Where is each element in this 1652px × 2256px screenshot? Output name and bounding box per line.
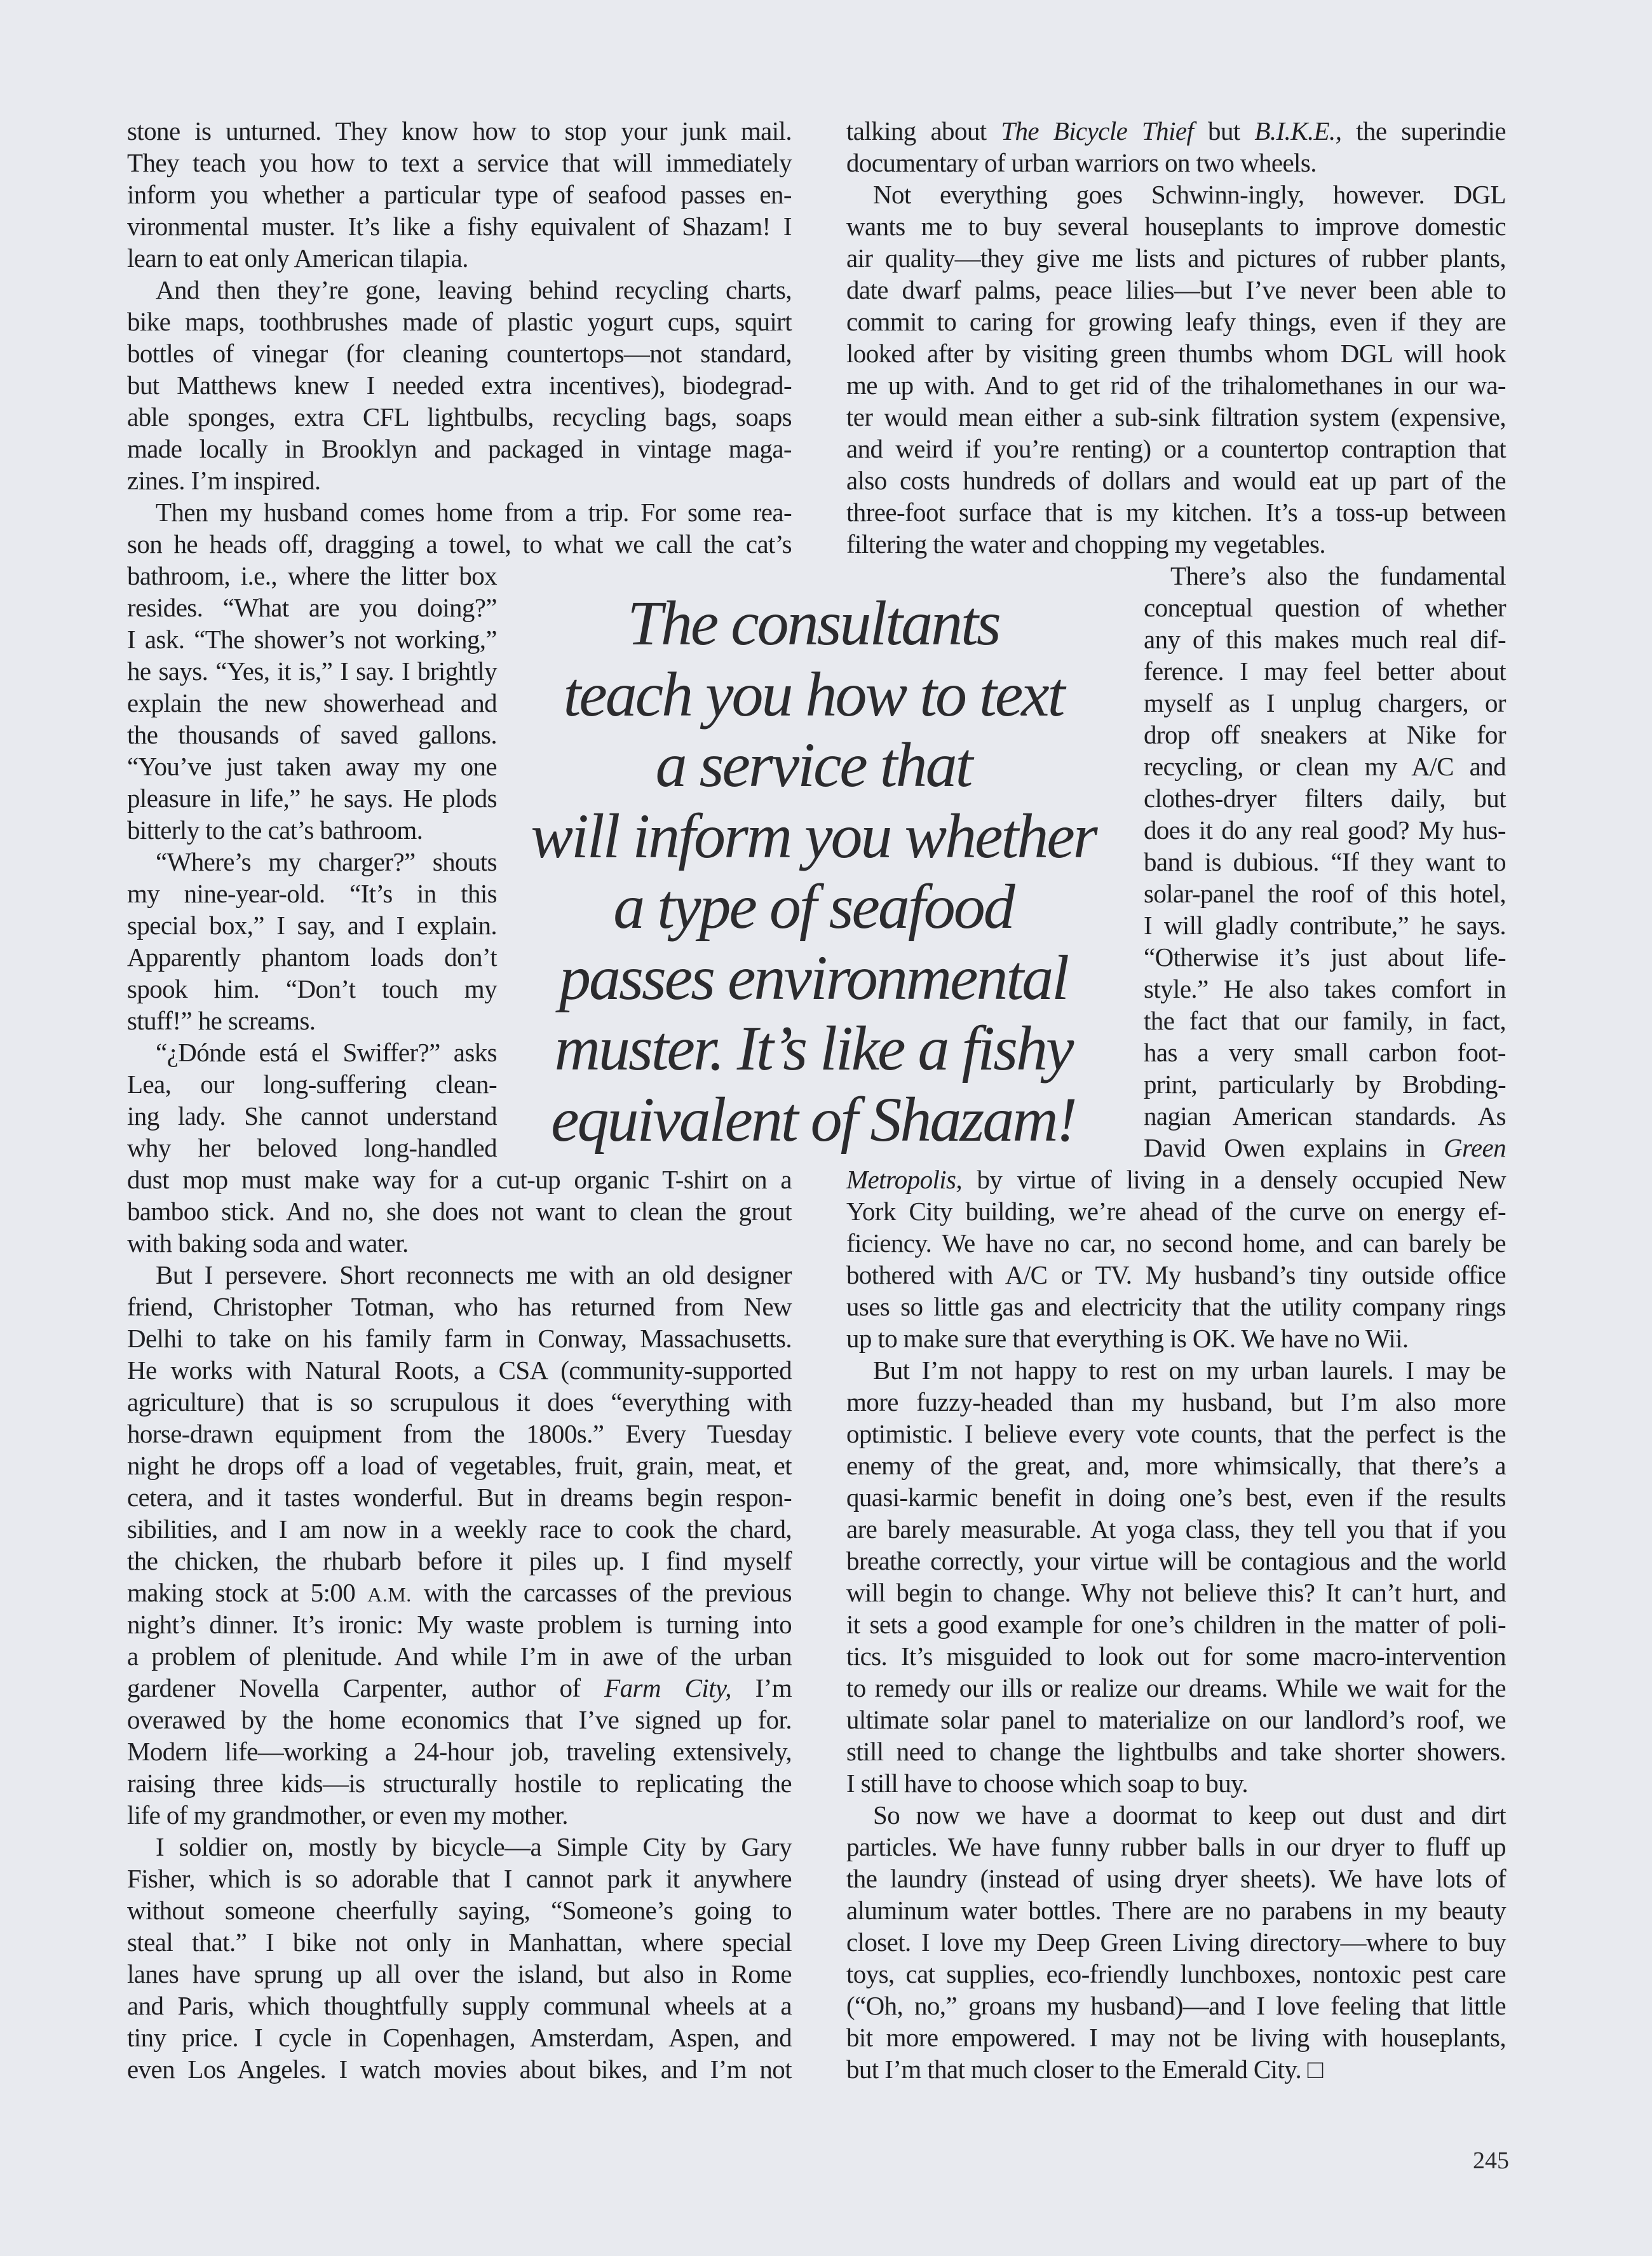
italic-text: The Bicycle Thief — [1001, 116, 1194, 146]
text-line: filtering the water and chopping my vegetables. — [846, 529, 1325, 559]
pull-quote-line: teach you how to text — [563, 658, 1064, 730]
text-line: (“Oh, no,” groans my husband)—and I love feeling that little — [846, 1991, 1506, 2020]
pull-quote-line: will inform you whether — [531, 800, 1096, 871]
italic-text: Metropolis, — [846, 1165, 963, 1194]
text-line: he says. “Yes, it is,” I say. I brightly — [127, 656, 497, 686]
text-line: York City building, we’re ahead of the curve on energy ef- — [846, 1197, 1506, 1226]
text-line: dust mop must make way for a cut-up organic T-shirt on a — [127, 1165, 792, 1194]
text-line: myself as I unplug chargers, or — [1144, 688, 1506, 717]
text-line: also costs hundreds of dollars and would eat up part of the — [846, 466, 1506, 495]
text-line: son he heads off, dragging a towel, to what we call the cat’s — [127, 529, 792, 559]
text-line — [846, 115, 1506, 147]
text-line: a problem of plenitude. And while I’m in awe of the urban — [127, 1641, 792, 1671]
text-line: “You’ve just taken away my one — [127, 752, 497, 781]
text-line: Then my husband comes home from a trip. For some rea- — [156, 498, 792, 527]
text-line: bathroom, i.e., where the litter box — [127, 561, 497, 590]
text-line: Lea, our long-suffering clean- — [127, 1070, 497, 1099]
text-line: “Where’s my charger?” shouts — [156, 847, 497, 876]
text-line: nagian American standards. As — [1144, 1101, 1506, 1131]
text-line: drop off sneakers at Nike for — [1144, 720, 1506, 749]
text-line: documentary of urban warriors on two wheels. — [846, 148, 1317, 177]
text-line: does it do any real good? My hus- — [1144, 815, 1506, 845]
text-line: any of this makes much real dif- — [1144, 625, 1506, 654]
text-line: So now we have a doormat to keep out dust and dirt — [873, 1800, 1506, 1830]
text-line: ultimate solar panel to materialize on our landlord’s roof, we — [846, 1705, 1506, 1734]
text-line: able sponges, extra CFL lightbulbs, recycling bags, soaps — [127, 402, 792, 431]
italic-text: B.I.K.E., — [1254, 116, 1342, 146]
text-line: commit to caring for growing leafy things, even if they are — [846, 307, 1506, 336]
pull-quote-line: equivalent of Shazam! — [551, 1084, 1076, 1155]
text-line: Not everything goes Schwinn-ingly, however. DGL — [873, 180, 1506, 209]
text-line: and Paris, which thoughtfully supply communal wheels at a — [127, 1991, 792, 2020]
text-line: raising three kids—is structurally hostile to replicating the — [127, 1769, 792, 1798]
text-line: date dwarf palms, peace lilies—but I’ve never been able to — [846, 275, 1506, 304]
text-line: my nine-year-old. “It’s in this — [127, 879, 497, 908]
text-line — [127, 1672, 792, 1704]
text-line: toys, cat supplies, eco-friendly lunchboxes, nontoxic pest care — [846, 1959, 1506, 1988]
text-line: band is dubious. “If they want to — [1144, 847, 1506, 876]
text-line — [1144, 1132, 1506, 1164]
text-line: with baking soda and water. — [127, 1228, 409, 1258]
text-line: the thousands of saved gallons. — [127, 720, 497, 749]
text-line: up to make sure that everything is OK. We have no Wii. — [846, 1324, 1409, 1353]
text-line: zines. I’m inspired. — [127, 466, 321, 495]
text-line: stuff!” he screams. — [127, 1006, 316, 1035]
italic-text: Farm City, — [604, 1673, 731, 1702]
text-span: the superindie — [1341, 116, 1506, 146]
text-line: will begin to change. Why not believe this? It can’t hurt, and — [846, 1578, 1506, 1607]
text-line: But I persevere. Short reconnects me with an old designer — [156, 1260, 792, 1289]
text-line: resides. “What are you doing?” — [127, 593, 497, 622]
text-line: still need to change the lightbulbs and take shorter showers. — [846, 1737, 1506, 1766]
text-line: friend, Christopher Totman, who has returned from New — [127, 1292, 792, 1321]
text-span: talking about — [846, 116, 1001, 146]
text-line: print, particularly by Brobding- — [1144, 1070, 1506, 1099]
text-line: ficiency. We have no car, no second home, and can barely be — [846, 1228, 1506, 1258]
page-number: 245 — [1473, 2147, 1509, 2174]
text-line: life of my grandmother, or even my mother. — [127, 1800, 568, 1830]
text-line: There’s also the fundamental — [1170, 561, 1506, 590]
text-line: it sets a good example for one’s children in the matter of poli- — [846, 1610, 1506, 1639]
text-line: tics. It’s misguided to look out for some macro-intervention — [846, 1641, 1506, 1671]
text-line: the laundry (instead of using dryer sheets). We have lots of — [846, 1864, 1506, 1893]
text-line: bitterly to the cat’s bathroom. — [127, 815, 423, 845]
text-line: I will gladly contribute,” he says. — [1144, 911, 1506, 940]
text-span: David Owen explains in — [1144, 1133, 1444, 1162]
text-line: horse-drawn equipment from the 1800s.” Every Tuesday — [127, 1419, 792, 1448]
text-line: three-foot surface that is my kitchen. It’s a toss-up between — [846, 498, 1506, 527]
text-line: conceptual question of whether — [1144, 593, 1506, 622]
text-line: learn to eat only American tilapia. — [127, 243, 468, 273]
text-line: Fisher, which is so adorable that I cannot park it anywhere — [127, 1864, 792, 1893]
text-span: making stock at 5:00 — [127, 1578, 368, 1607]
text-span: gardener Novella Carpenter, author of — [127, 1673, 605, 1702]
text-line: He works with Natural Roots, a CSA (community-supported — [127, 1356, 792, 1385]
text-line: ference. I may feel better about — [1144, 656, 1506, 686]
text-span: but — [1193, 116, 1255, 146]
text-line: night’s dinner. It’s ironic: My waste problem is turning into — [127, 1610, 792, 1639]
text-span: A.M. — [367, 1584, 412, 1606]
text-line: vironmental muster. It’s like a fishy equivalent of Shazam! I — [127, 212, 792, 241]
text-line: style.” He also takes comfort in — [1144, 974, 1506, 1003]
text-line: bit more empowered. I may not be living with houseplants, — [846, 2023, 1506, 2052]
text-line: bike maps, toothbrushes made of plastic yogurt cups, squirt — [127, 307, 792, 336]
text-line: but Matthews knew I needed extra incentives), biodegrad- — [127, 370, 792, 400]
pull-quote-line: a service that — [655, 730, 972, 800]
text-line: optimistic. I believe every vote counts, that the perfect is the — [846, 1419, 1506, 1448]
text-line: enemy of the great, and, more whimsically, that there’s a — [846, 1451, 1506, 1480]
text-line: pleasure in life,” he says. He plods — [127, 784, 497, 813]
text-line: And then they’re gone, leaving behind recycling charts, — [156, 275, 792, 304]
text-line: night he drops off a load of vegetables, fruit, grain, meat, et — [127, 1451, 792, 1480]
text-line: overawed by the home economics that I’ve signed up for. — [127, 1705, 792, 1734]
text-line: ter would mean either a sub-sink filtration system (expensive, — [846, 402, 1506, 431]
text-line: I still have to choose which soap to buy. — [846, 1769, 1249, 1798]
text-line: “Otherwise it’s just about life- — [1144, 942, 1506, 972]
text-line: the chicken, the rhubarb before it piles up. I find myself — [127, 1546, 792, 1575]
text-line: why her beloved long-handled — [127, 1133, 497, 1162]
text-line: particles. We have funny rubber balls in our dryer to fluff up — [846, 1832, 1506, 1861]
text-line: to remedy our ills or realize our dreams. While we wait for the — [846, 1673, 1506, 1702]
text-line: explain the new showerhead and — [127, 688, 497, 717]
text-line: Delhi to take on his family farm in Conway, Massachusetts. — [127, 1324, 792, 1353]
pull-quote-line: muster. It’s like a fishy — [554, 1013, 1073, 1084]
text-line: steal that.” I bike not only in Manhattan, where special — [127, 1927, 792, 1957]
text-line: quasi-karmic benefit in doing one’s best, even if the results — [846, 1483, 1506, 1512]
pull-quote — [470, 588, 1156, 1155]
text-line: solar-panel the roof of this hotel, — [1144, 879, 1506, 908]
text-line: “¿Dónde está el Swiffer?” asks — [156, 1038, 497, 1067]
text-line: inform you whether a particular type of seafood passes en- — [127, 180, 792, 209]
text-line: more fuzzy-headed than my husband, but I’m also more — [846, 1387, 1506, 1417]
text-line: But I’m not happy to rest on my urban laurels. I may be — [873, 1356, 1506, 1385]
text-line: has a very small carbon foot- — [1144, 1038, 1506, 1067]
text-line: special box,” I say, and I explain. — [127, 911, 497, 940]
text-line: ing lady. She cannot understand — [127, 1101, 497, 1131]
text-line: clothes-dryer filters daily, but — [1144, 784, 1506, 813]
text-line: looked after by visiting green thumbs whom DGL will hook — [846, 339, 1506, 368]
text-line: They teach you how to text a service that will immediately — [127, 148, 792, 177]
pull-quote-line: The consultants — [627, 588, 999, 658]
text-line: I ask. “The shower’s not working,” — [127, 625, 497, 654]
text-line — [127, 1577, 792, 1608]
text-line: Modern life—working a 24-hour job, traveling extensively, — [127, 1737, 792, 1766]
text-line: closet. I love my Deep Green Living directory—where to buy — [846, 1927, 1506, 1957]
text-line: sibilities, and I am now in a weekly race to cook the chard, — [127, 1514, 792, 1544]
text-line: without someone cheerfully saying, “Someone’s going to — [127, 1896, 792, 1925]
text-line: agriculture) that is so scrupulous it does “everything with — [127, 1387, 792, 1417]
text-line: tiny price. I cycle in Copenhagen, Amsterdam, Aspen, and — [127, 2023, 792, 2052]
text-line: bamboo stick. And no, she does not want to clean the grout — [127, 1197, 792, 1226]
text-line: spook him. “Don’t touch my — [127, 974, 497, 1003]
text-line: stone is unturned. They know how to stop your junk mail. — [127, 116, 792, 146]
text-line — [846, 1164, 1506, 1195]
text-line: Apparently phantom loads don’t — [127, 942, 497, 972]
text-span: I’m — [731, 1673, 792, 1702]
text-span: with the carcasses of the previous — [411, 1578, 792, 1607]
text-line: wants me to buy several houseplants to improve domestic — [846, 212, 1506, 241]
pull-quote-line: passes environmental — [559, 942, 1068, 1013]
text-line: aluminum water bottles. There are no parabens in my beauty — [846, 1896, 1506, 1925]
text-line: made locally in Brooklyn and packaged in vintage maga- — [127, 434, 792, 463]
text-line: recycling, or clean my A/C and — [1144, 752, 1506, 781]
italic-text: Green — [1444, 1133, 1506, 1162]
text-line: uses so little gas and electricity that the utility company rings — [846, 1292, 1506, 1321]
text-line: bottles of vinegar (for cleaning countertops—not standard, — [127, 339, 792, 368]
text-line: I soldier on, mostly by bicycle—a Simple City by Gary — [156, 1832, 792, 1861]
text-line: but I’m that much closer to the Emerald City. □ — [846, 2055, 1323, 2084]
text-span: by virtue of living in a densely occupied New — [962, 1165, 1506, 1194]
text-line: even Los Angeles. I watch movies about bikes, and I’m not — [127, 2055, 792, 2084]
pull-quote-line: a type of seafood — [613, 871, 1013, 942]
text-line: and weird if you’re renting) or a countertop contraption that — [846, 434, 1506, 463]
text-line: me up with. And to get rid of the trihalomethanes in our wa- — [846, 370, 1506, 400]
text-line: cetera, and it tastes wonderful. But in dreams begin respon- — [127, 1483, 792, 1512]
text-line: bothered with A/C or TV. My husband’s tiny outside office — [846, 1260, 1506, 1289]
text-line: the fact that our family, in fact, — [1144, 1006, 1506, 1035]
text-line: air quality—they give me lists and pictures of rubber plants, — [846, 243, 1506, 273]
text-line: lanes have sprung up all over the island, but also in Rome — [127, 1959, 792, 1988]
text-line: breathe correctly, your virtue will be contagious and the world — [846, 1546, 1506, 1575]
text-line: are barely measurable. At yoga class, they tell you that if you — [846, 1514, 1506, 1544]
